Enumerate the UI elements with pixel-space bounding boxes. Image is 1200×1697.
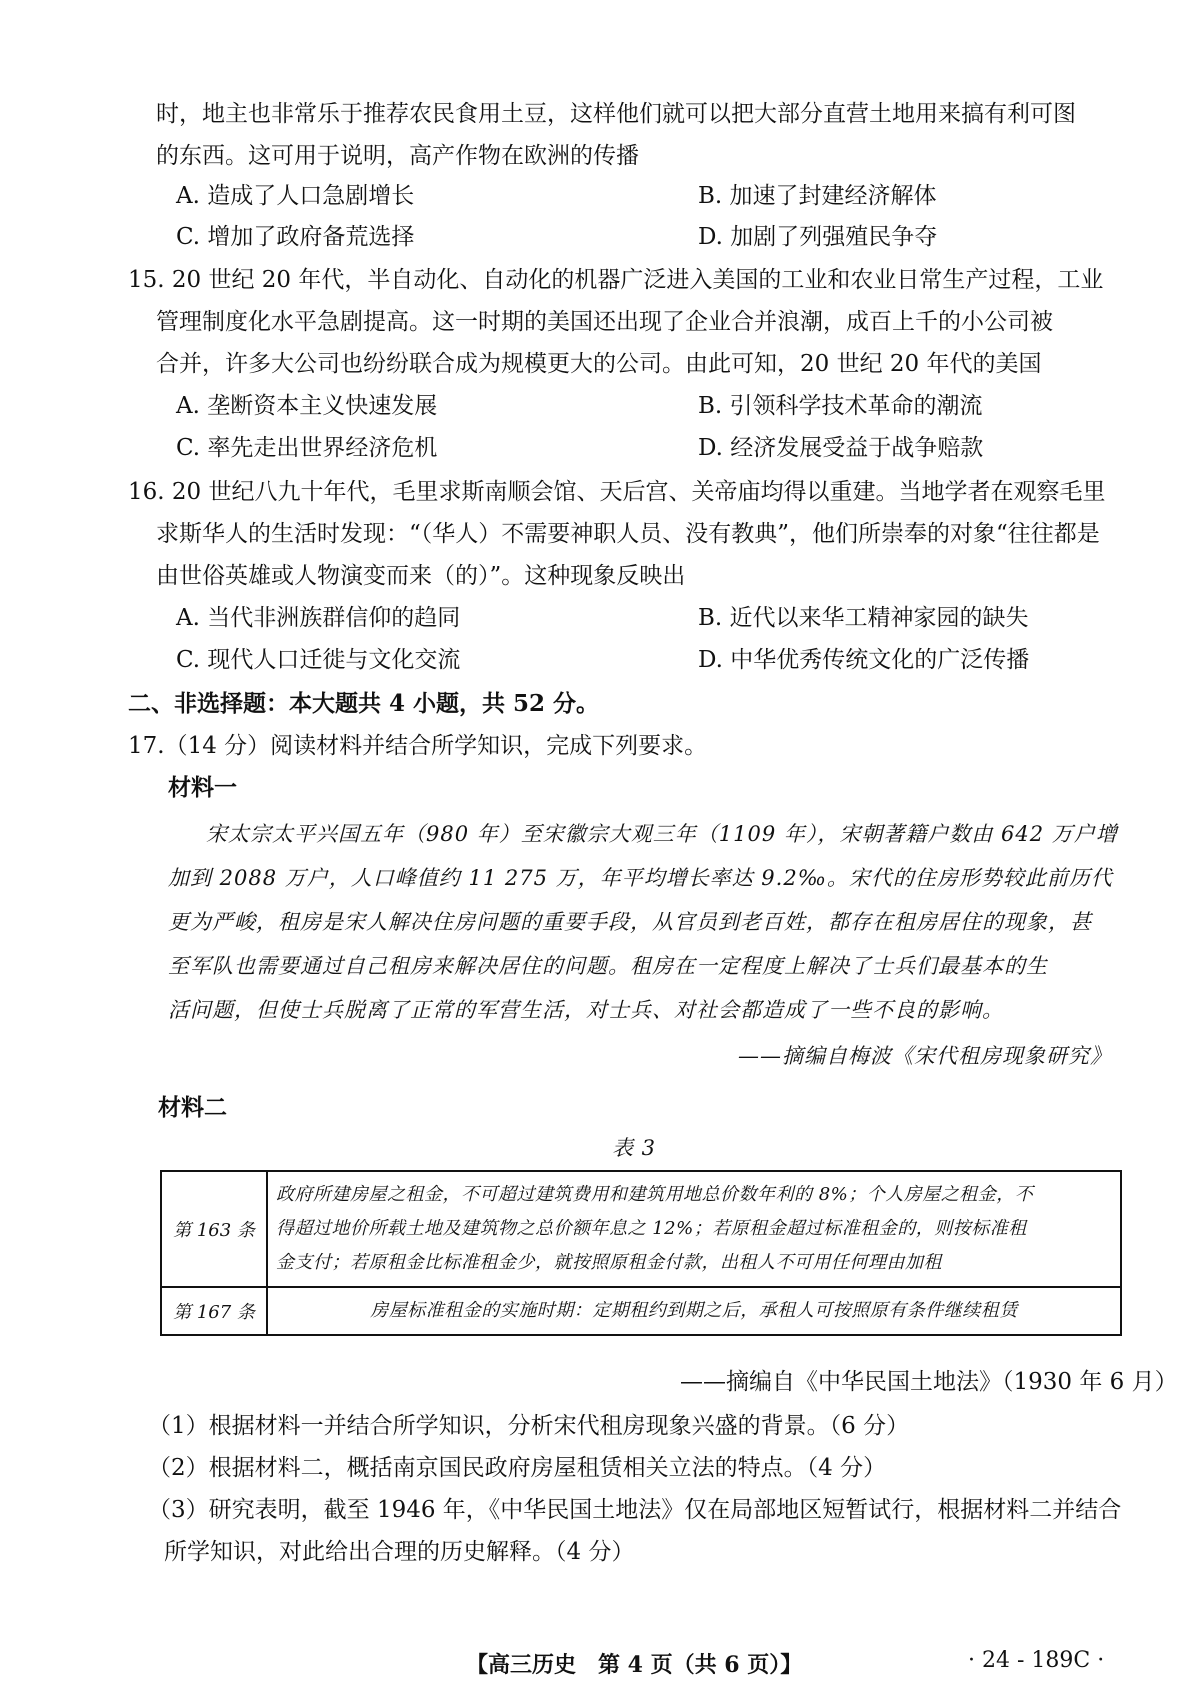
q14-option-a: A. 造成了人口急剧增长	[176, 183, 415, 209]
section-2-heading: 二、非选择题：本大题共 4 小题，共 52 分。	[128, 690, 600, 717]
q14-stem-line-1: 时，地主也非常乐于推荐农民食用土豆，这样他们就可以把大部分直营土地用来搞有利可图	[156, 101, 1076, 127]
material-1-line-1: 宋太宗太平兴国五年（980 年）至宋徽宗大观三年（1109 年），宋朝著籍户数由 642 万户增	[206, 822, 1118, 846]
material-1-line-5: 活问题，但使士兵脱离了正常的军营生活，对士兵、对社会都造成了一些不良的影响。	[168, 998, 1004, 1022]
q15-stem-line-2: 管理制度化水平急剧提高。这一时期的美国还出现了企业合并浪潮，成百上千的小公司被	[156, 309, 1053, 335]
page-footer: 【高三历史 第 4 页（共 6 页）】	[466, 1652, 803, 1678]
q16-option-b: B. 近代以来华工精神家园的缺失	[698, 605, 1029, 631]
q16-option-d: D. 中华优秀传统文化的广泛传播	[698, 647, 1030, 673]
sub-question-3-line-1: （3）研究表明，截至 1946 年，《中华民国土地法》仅在局部地区短暂试行，根据材料二并结合	[148, 1497, 1122, 1523]
material-1-line-2: 加到 2088 万户，人口峰值约 11 275 万，年平均增长率达 9.2‰。宋代的住房形势较此前历代	[168, 866, 1113, 890]
article-cell: 第 167 条	[161, 1287, 267, 1335]
q16-option-a: A. 当代非洲族群信仰的趋同	[176, 605, 461, 631]
article-cell: 第 163 条	[161, 1171, 267, 1287]
material-2-title: 材料二	[158, 1094, 227, 1121]
table-row	[161, 1171, 1121, 1287]
q14-option-c: C. 增加了政府备荒选择	[176, 224, 415, 250]
q15-stem-line-3: 合并，许多大公司也纷纷联合成为规模更大的公司。由此可知，20 世纪 20 年代的美国	[156, 351, 1042, 377]
content-cell	[267, 1287, 1121, 1335]
material-2-source: ——摘编自《中华民国土地法》（1930 年 6 月）	[680, 1369, 1178, 1395]
q15-option-a: A. 垄断资本主义快速发展	[176, 393, 438, 419]
land-law-table	[160, 1170, 1122, 1336]
content-line: 政府所建房屋之租金，不可超过建筑费用和建筑用地总价数年利的 8%；个人房屋之租金，不	[276, 1184, 1034, 1205]
q15-option-d: D. 经济发展受益于战争赔款	[698, 435, 984, 461]
q15-option-c: C. 率先走出世界经济危机	[176, 435, 438, 461]
material-1-source: ——摘编自梅波《宋代租房现象研究》	[738, 1044, 1112, 1068]
q14-option-b: B. 加速了封建经济解体	[698, 183, 937, 209]
q16-stem-line-3: 由世俗英雄或人物演变而来（的）”。这种现象反映出	[156, 563, 686, 589]
material-1-line-3: 更为严峻，租房是宋人解决住房问题的重要手段，从官员到老百姓，都存在租房居住的现象，甚	[168, 910, 1092, 934]
q15-option-b: B. 引领科学技术革命的潮流	[698, 393, 983, 419]
content-line: 金支付；若原租金比标准租金少，就按照原租金付款，出租人不可用任何理由加租	[276, 1252, 942, 1273]
q16-option-c: C. 现代人口迁徙与文化交流	[176, 647, 461, 673]
table-row	[161, 1287, 1121, 1335]
sub-question-2: （2）根据材料二，概括南京国民政府房屋租赁相关立法的特点。（4 分）	[148, 1455, 887, 1481]
content-line: 得超过地价所载土地及建筑物之总价额年息之 12%；若原租金超过标准租金的，则按标准租	[276, 1218, 1027, 1239]
q16-stem-line-2: 求斯华人的生活时发现：“（华人）不需要神职人员、没有教典”，他们所崇奉的对象“往往都是	[156, 521, 1100, 547]
content-cell	[267, 1171, 1121, 1287]
content-line: 房屋标准租金的实施时期：定期租约到期之后，承租人可按照原有条件继续租赁	[370, 1300, 1018, 1321]
q16-stem-line-1: 16. 20 世纪八九十年代，毛里求斯南顺会馆、天后宫、关帝庙均得以重建。当地学者在观察毛里	[128, 479, 1106, 505]
sub-question-3-line-2: 所学知识，对此给出合理的历史解释。（4 分）	[164, 1539, 635, 1565]
q14-stem-line-2: 的东西。这可用于说明，高产作物在欧洲的传播	[156, 143, 639, 169]
material-1-line-4: 至军队也需要通过自己租房来解决居住的问题。租房在一定程度上解决了士兵们最基本的生	[168, 954, 1048, 978]
q14-option-d: D. 加剧了列强殖民争夺	[698, 224, 938, 250]
material-1-title: 材料一	[168, 774, 237, 801]
q15-stem-line-1: 15. 20 世纪 20 年代，半自动化、自动化的机器广泛进入美国的工业和农业日常生产过程，工业	[128, 267, 1104, 293]
table-title: 表 3	[612, 1136, 657, 1160]
q17-stem: 17.（14 分）阅读材料并结合所学知识，完成下列要求。	[128, 733, 708, 759]
page-code: · 24 - 189C ·	[968, 1648, 1105, 1673]
sub-question-1: （1）根据材料一并结合所学知识，分析宋代租房现象兴盛的背景。（6 分）	[148, 1413, 910, 1439]
